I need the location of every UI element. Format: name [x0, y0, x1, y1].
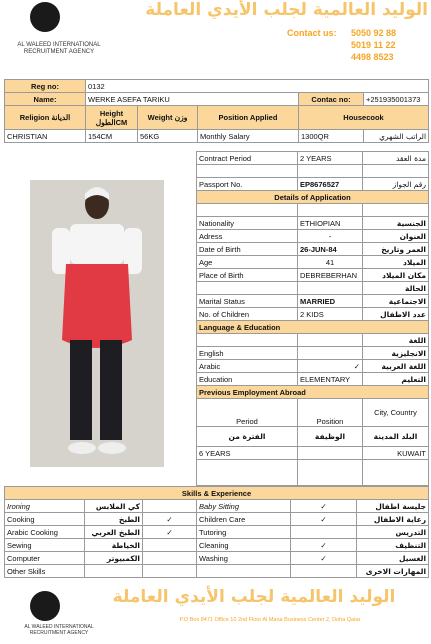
skill-cleaning-ar: التنظيف — [357, 539, 429, 552]
nationality-value: ETHIOPIAN — [298, 217, 363, 230]
employment-country: KUWAIT — [363, 447, 429, 460]
skill-cooking: Cooking — [5, 513, 85, 526]
passport-label: Passport No. — [197, 178, 298, 191]
salary-ar: الراتب الشهري — [364, 130, 429, 143]
contact-no-label: Contac no: — [299, 93, 364, 106]
children-label: No. of Children — [197, 308, 298, 321]
address-value: - — [298, 230, 363, 243]
position-applied-label: Position Applied — [198, 106, 299, 130]
address-ar: العنوان — [363, 230, 429, 243]
country-header: City, Country — [363, 399, 429, 427]
footer-agency-name — [4, 624, 114, 636]
blank-row-ar — [363, 165, 429, 178]
skill-babysitting: Baby Sitting — [197, 500, 291, 513]
skill-tutoring-ar: التدريس — [357, 526, 429, 539]
application-heading: Details of Application — [197, 191, 429, 204]
children-ar: عدد الاطفال — [363, 308, 429, 321]
blank-row — [197, 165, 298, 178]
skill-other-ar — [85, 565, 143, 578]
passport-value: EP8676527 — [298, 178, 363, 191]
pob-label: Place of Birth — [197, 269, 298, 282]
skill-washing-ar: الغسيل — [357, 552, 429, 565]
pob-ar: مكان الميلاد — [363, 269, 429, 282]
employment-position — [298, 447, 363, 460]
footer-agency-line2: RECRUITMENT AGENCY — [29, 630, 89, 636]
children-value: 2 KIDS — [298, 308, 363, 321]
agency-name-line2: RECRUITMENT AGENCY — [23, 49, 95, 55]
skill-cooking-ar: الطبخ — [85, 513, 143, 526]
skill-sewing: Sewing — [5, 539, 85, 552]
skill-computer-ar: الكمبيوتر — [85, 552, 143, 565]
contract-period-value: 2 YEARS — [298, 152, 363, 165]
footer-arabic-title: الوليد العالمية لجلب الأيدي العاملة — [112, 587, 396, 607]
skill-sewing-ar: الخياطة — [85, 539, 143, 552]
skills-table — [4, 486, 429, 578]
skill-cleaning: Cleaning — [197, 539, 291, 552]
reg-label: Reg no: — [5, 80, 86, 93]
salary-label: Monthly Salary — [198, 130, 299, 143]
period-ar: الفترة من — [197, 427, 298, 447]
application-table — [196, 151, 429, 486]
skill-sewing-check — [143, 539, 197, 552]
age-ar: الميلاد — [363, 256, 429, 269]
country-ar: البلد المدينة — [363, 427, 429, 447]
arabic-ar: اللغة العربية — [363, 360, 429, 373]
marital-value: MARRIED — [298, 295, 363, 308]
contract-period-label: Contract Period — [197, 152, 298, 165]
period-header: Period — [197, 399, 298, 427]
skill-cooking-check: ✓ — [143, 513, 197, 526]
skill-childcare-check: ✓ — [291, 513, 357, 526]
marital-ar-2: الاجتماعية — [363, 295, 429, 308]
skill-tutoring: Tutoring — [197, 526, 291, 539]
religion-label: Religion الديانة — [5, 106, 86, 130]
skill-babysitting-ar: جليسة اطفال — [357, 500, 429, 513]
footer-address: P.O Box 8471 Office 10 2nd Floor Al Mana Business Center 2, Doha Qatar — [179, 617, 361, 623]
dob-value: 26-JUN-84 — [298, 243, 363, 256]
skill-arabic-cooking: Arabic Cooking — [5, 526, 85, 539]
top-info-table — [4, 79, 429, 143]
address-label: Adress — [197, 230, 298, 243]
education-ar: التعليم — [363, 373, 429, 386]
agency-name-line1: AL WALEED INTERNATIONAL — [17, 42, 101, 48]
skill-childcare-ar: رعاية الاطفال — [357, 513, 429, 526]
employment-heading: Previous Employment Abroad — [197, 386, 429, 399]
education-value: ELEMENTARY — [298, 373, 363, 386]
english-value — [298, 347, 363, 360]
skill-other-check — [143, 565, 197, 578]
english-label: English — [197, 347, 298, 360]
skill-computer-check — [143, 552, 197, 565]
blank-row-value — [298, 165, 363, 178]
skill-ironing-check — [143, 500, 197, 513]
employment-period: 6 YEARS — [197, 447, 298, 460]
skill-ironing: Ironing — [5, 500, 85, 513]
skill-cleaning-check: ✓ — [291, 539, 357, 552]
header-arabic-title: الوليد العالمية لجلب الأيدي العاملة — [145, 0, 428, 20]
phone-1: 5050 92 88 — [351, 28, 397, 38]
education-label: Education — [197, 373, 298, 386]
position-header: Position — [298, 399, 363, 427]
candidate-figure-icon — [30, 180, 164, 467]
candidate-photo — [30, 180, 164, 467]
dob-label: Date of Birth — [197, 243, 298, 256]
age-label: Age — [197, 256, 298, 269]
skill-childcare: Children Care — [197, 513, 291, 526]
weight-label: Weight وزن — [138, 106, 198, 130]
phone-2: 5019 11 22 — [351, 40, 396, 50]
nationality-ar: الجنسية — [363, 217, 429, 230]
english-ar: الانجليزية — [363, 347, 429, 360]
name-value: WERKE ASEFA TARIKU — [86, 93, 299, 106]
arabic-check: ✓ — [298, 360, 363, 373]
skill-arabic-cooking-ar: الطبخ العربي — [85, 526, 143, 539]
marital-label: Marital Status — [197, 295, 298, 308]
age-value: 41 — [298, 256, 363, 269]
reg-value: 0132 — [86, 80, 429, 93]
skill-other-right — [197, 565, 291, 578]
language-heading: Language & Education — [197, 321, 429, 334]
skill-other-ar-right: المهارات الاخرى — [357, 565, 429, 578]
language-ar: اللغة — [363, 334, 429, 347]
height-value: 154CM — [86, 130, 138, 143]
height-label: Height الطولCM — [86, 106, 138, 130]
footer-agency-line1: AL WALEED INTERNATIONAL — [24, 624, 94, 630]
footer-logo-icon — [30, 591, 60, 621]
position-applied-value: Housecook — [299, 106, 429, 130]
skill-other: Other Skills — [5, 565, 85, 578]
religion-value: CHRISTIAN — [5, 130, 86, 143]
weight-value: 56KG — [138, 130, 198, 143]
arabic-label: Arabic — [197, 360, 298, 373]
skill-computer: Computer — [5, 552, 85, 565]
skill-washing: Washing — [197, 552, 291, 565]
skill-babysitting-check: ✓ — [291, 500, 357, 513]
contact-us-label: Contact us: — [287, 28, 337, 38]
skills-heading: Skills & Experience — [5, 487, 429, 500]
skill-other-right-check — [291, 565, 357, 578]
skill-ironing-ar: كي الملابس — [85, 500, 143, 513]
name-label: Name: — [5, 93, 86, 106]
salary-value: 1300QR — [299, 130, 364, 143]
marital-ar-1: الحالة — [363, 282, 429, 295]
marital-spacer-value — [298, 282, 363, 295]
dob-ar: العمر وتاريخ — [363, 243, 429, 256]
passport-ar: رقم الجواز — [363, 178, 429, 191]
contract-period-ar: مدة العقد — [363, 152, 429, 165]
skill-arabic-cooking-check: ✓ — [143, 526, 197, 539]
marital-spacer-label — [197, 282, 298, 295]
phone-3: 4498 8523 — [351, 52, 394, 62]
position-ar: الوظيفة — [298, 427, 363, 447]
pob-value: DEBREBERHAN — [298, 269, 363, 282]
nationality-label: Nationality — [197, 217, 298, 230]
contact-no-value: +251935001373 — [364, 93, 429, 106]
agency-logo-icon — [30, 2, 60, 32]
agency-name — [4, 42, 114, 56]
skill-washing-check: ✓ — [291, 552, 357, 565]
skill-tutoring-check — [291, 526, 357, 539]
